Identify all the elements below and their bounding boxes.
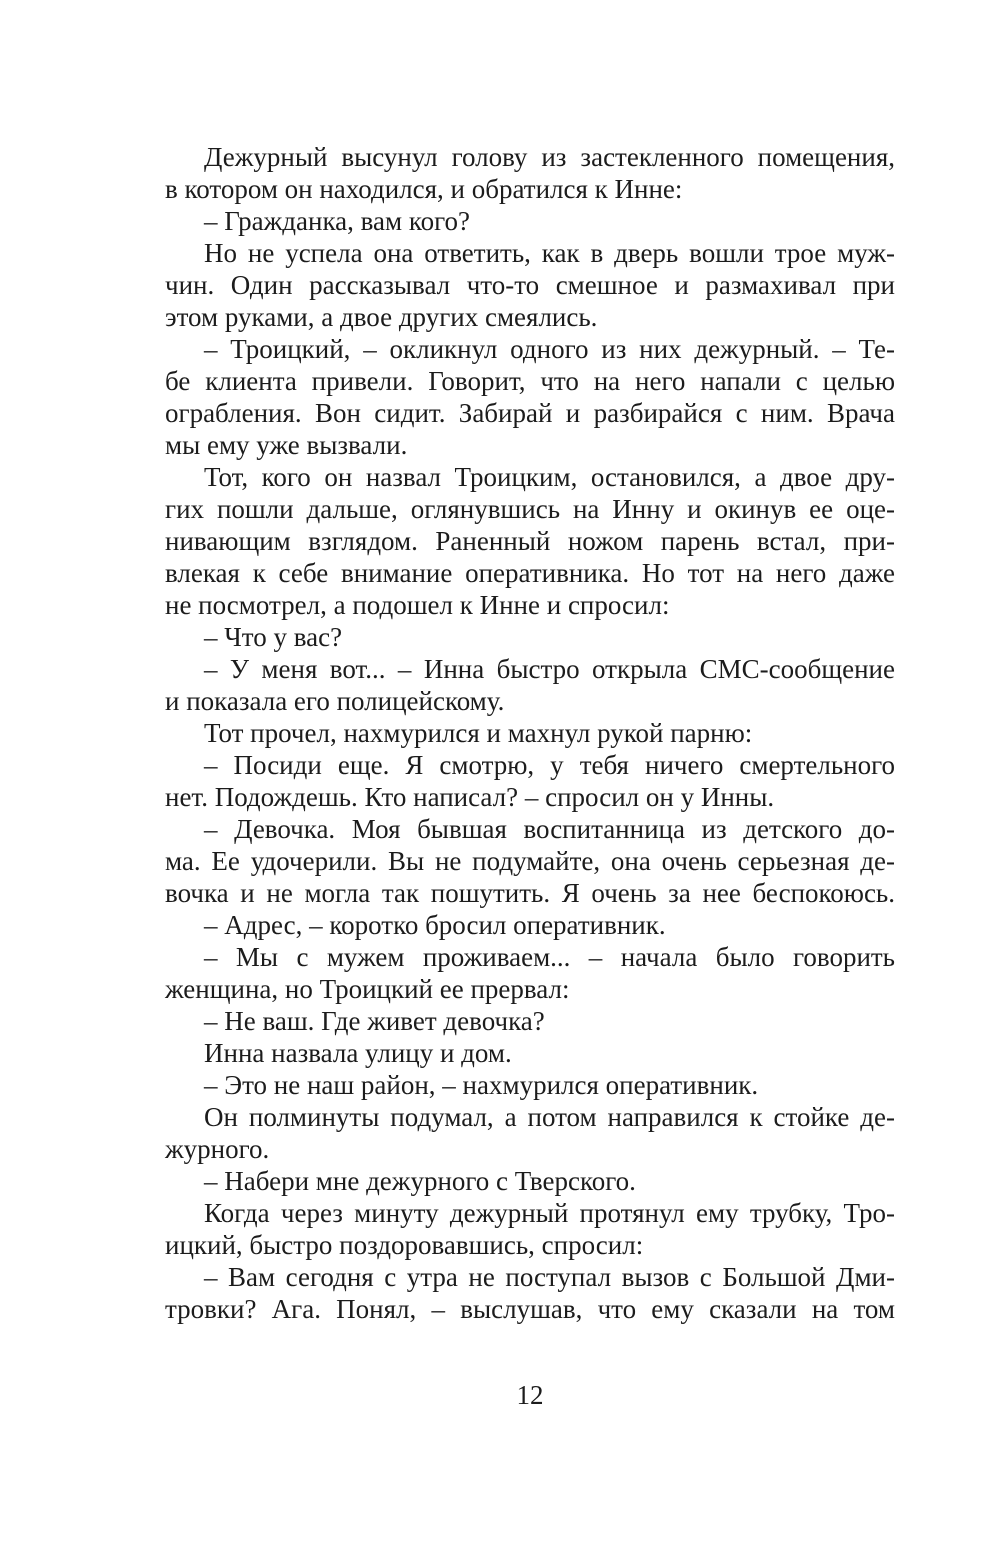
text-line: мы ему уже вызвали. xyxy=(165,430,408,460)
text-line: Когда через минуту дежурный протянул ему трубку, Тро- xyxy=(204,1198,895,1228)
text-line: этом руками, а двое других смеялись. xyxy=(165,302,598,332)
text-line: – Гражданка, вам кого? xyxy=(204,206,471,236)
text-line: ограбления. Вон сидит. Забирай и разбирайся с ним. Врача xyxy=(165,398,895,428)
text-line: гих пошли дальше, оглянувшись на Инну и окинув ее оце- xyxy=(165,494,895,524)
page-number-label: 12 xyxy=(516,1380,544,1410)
text-line: – Адрес, – коротко бросил оперативник. xyxy=(204,910,666,940)
text-line: нет. Подождешь. Кто написал? – спросил он у Инны. xyxy=(165,782,775,812)
body-text xyxy=(165,141,895,1325)
text-line: женщина, но Троицкий ее прервал: xyxy=(165,974,570,1004)
text-line: Тот прочел, нахмурился и махнул рукой парню: xyxy=(204,718,753,748)
text-line: и показала его полицейскому. xyxy=(165,686,505,716)
text-line: Дежурный высунул голову из застекленного помещения, xyxy=(204,142,895,172)
text-line: – Это не наш район, – нахмурился оперативник. xyxy=(204,1070,759,1100)
text-line: ицкий, быстро поздоровавшись, спросил: xyxy=(165,1230,644,1260)
text-line: – Не ваш. Где живет девочка? xyxy=(204,1006,545,1036)
text-line: журного. xyxy=(165,1134,270,1164)
text-line: – У меня вот... – Инна быстро открыла СМС-сообщение xyxy=(204,654,895,684)
text-line: бе клиента привели. Говорит, что на него напали с целью xyxy=(165,366,895,396)
text-line: ма. Ее удочерили. Вы не подумайте, она очень серьезная де- xyxy=(165,846,895,876)
text-line: – Посиди еще. Я смотрю, у тебя ничего смертельного xyxy=(204,750,895,780)
text-line: чин. Один рассказывал что-то смешное и размахивал при xyxy=(165,270,895,300)
text-line: – Набери мне дежурного с Тверского. xyxy=(204,1166,636,1196)
text-line: Но не успела она ответить, как в дверь вошли трое муж- xyxy=(204,238,895,268)
text-line: – Что у вас? xyxy=(204,622,343,652)
text-line: Инна назвала улицу и дом. xyxy=(204,1038,512,1068)
text-line: нивающим взглядом. Раненный ножом парень встал, при- xyxy=(165,526,895,556)
text-line: в котором он находился, и обратился к Инне: xyxy=(165,174,683,204)
text-line: Он полминуты подумал, а потом направился к стойке де- xyxy=(204,1102,895,1132)
text-line: вочка и не могла так пошутить. Я очень за нее беспокоюсь. xyxy=(165,878,895,908)
text-line: – Девочка. Моя бывшая воспитанница из детского до- xyxy=(204,814,895,844)
text-line: не посмотрел, а подошел к Инне и спросил: xyxy=(165,590,670,620)
text-line: влекая к себе внимание оперативника. Но тот на него даже xyxy=(165,558,895,588)
text-line: – Троицкий, – окликнул одного из них дежурный. – Те- xyxy=(204,334,895,364)
text-line: – Мы с мужем проживаем... – начала было говорить xyxy=(204,942,895,972)
text-line: тровки? Ага. Понял, – выслушав, что ему сказали на том xyxy=(165,1294,895,1324)
text-line: – Вам сегодня с утра не поступал вызов с Большой Дми- xyxy=(204,1262,895,1292)
text-line: Тот, кого он назвал Троицким, остановился, а двое дру- xyxy=(204,462,895,492)
page-number xyxy=(0,1379,1000,1411)
